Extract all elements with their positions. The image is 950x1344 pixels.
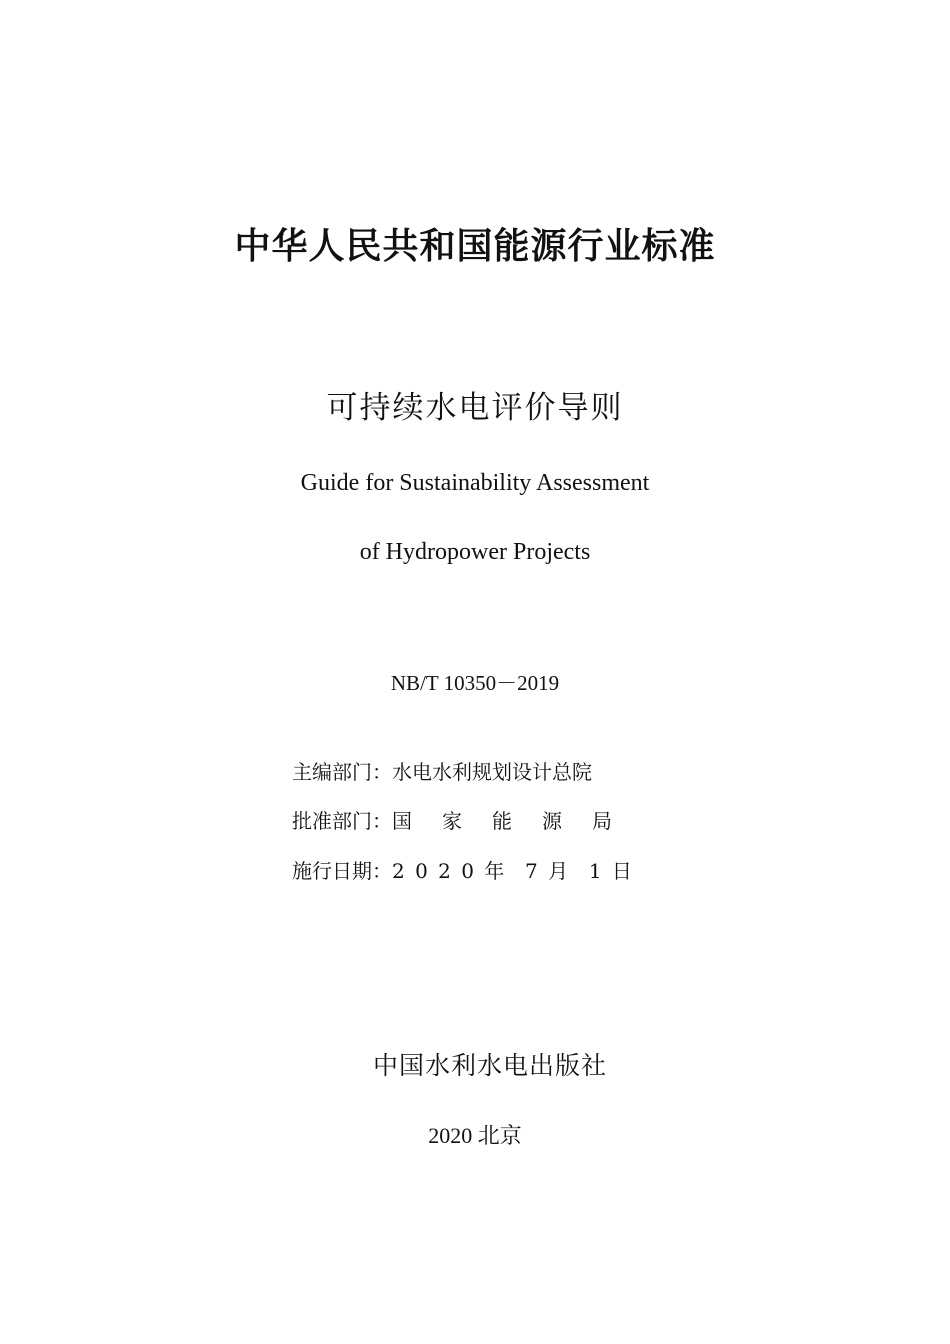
publisher: 中国水利水电出版社 bbox=[372, 1051, 607, 1080]
effective-date-row bbox=[292, 855, 632, 884]
approver-value: 国家能源局 bbox=[392, 809, 642, 833]
document-title-en-line1: Guide for Sustainability Assessment bbox=[300, 470, 650, 496]
effective-date-value: 2 0 2 0 年 7 月 1 日 bbox=[392, 859, 632, 883]
document-title-zh: 可持续水电评价导则 bbox=[326, 390, 624, 426]
standard-category-heading: 中华人民共和国能源行业标准 bbox=[234, 226, 716, 267]
effective-date-label: 施行日期： bbox=[292, 859, 392, 883]
standard-code: NB/T 10350－2019 bbox=[390, 671, 560, 695]
document-title-en-line2: of Hydropower Projects bbox=[359, 539, 591, 565]
editor-row bbox=[292, 756, 592, 785]
editor-value: 水电水利规划设计总院 bbox=[392, 760, 592, 784]
editor-label: 主编部门： bbox=[292, 760, 392, 784]
approver-label: 批准部门： bbox=[292, 809, 392, 833]
approver-row bbox=[292, 805, 642, 834]
publication-place-year: 2020 北京 bbox=[428, 1123, 522, 1148]
